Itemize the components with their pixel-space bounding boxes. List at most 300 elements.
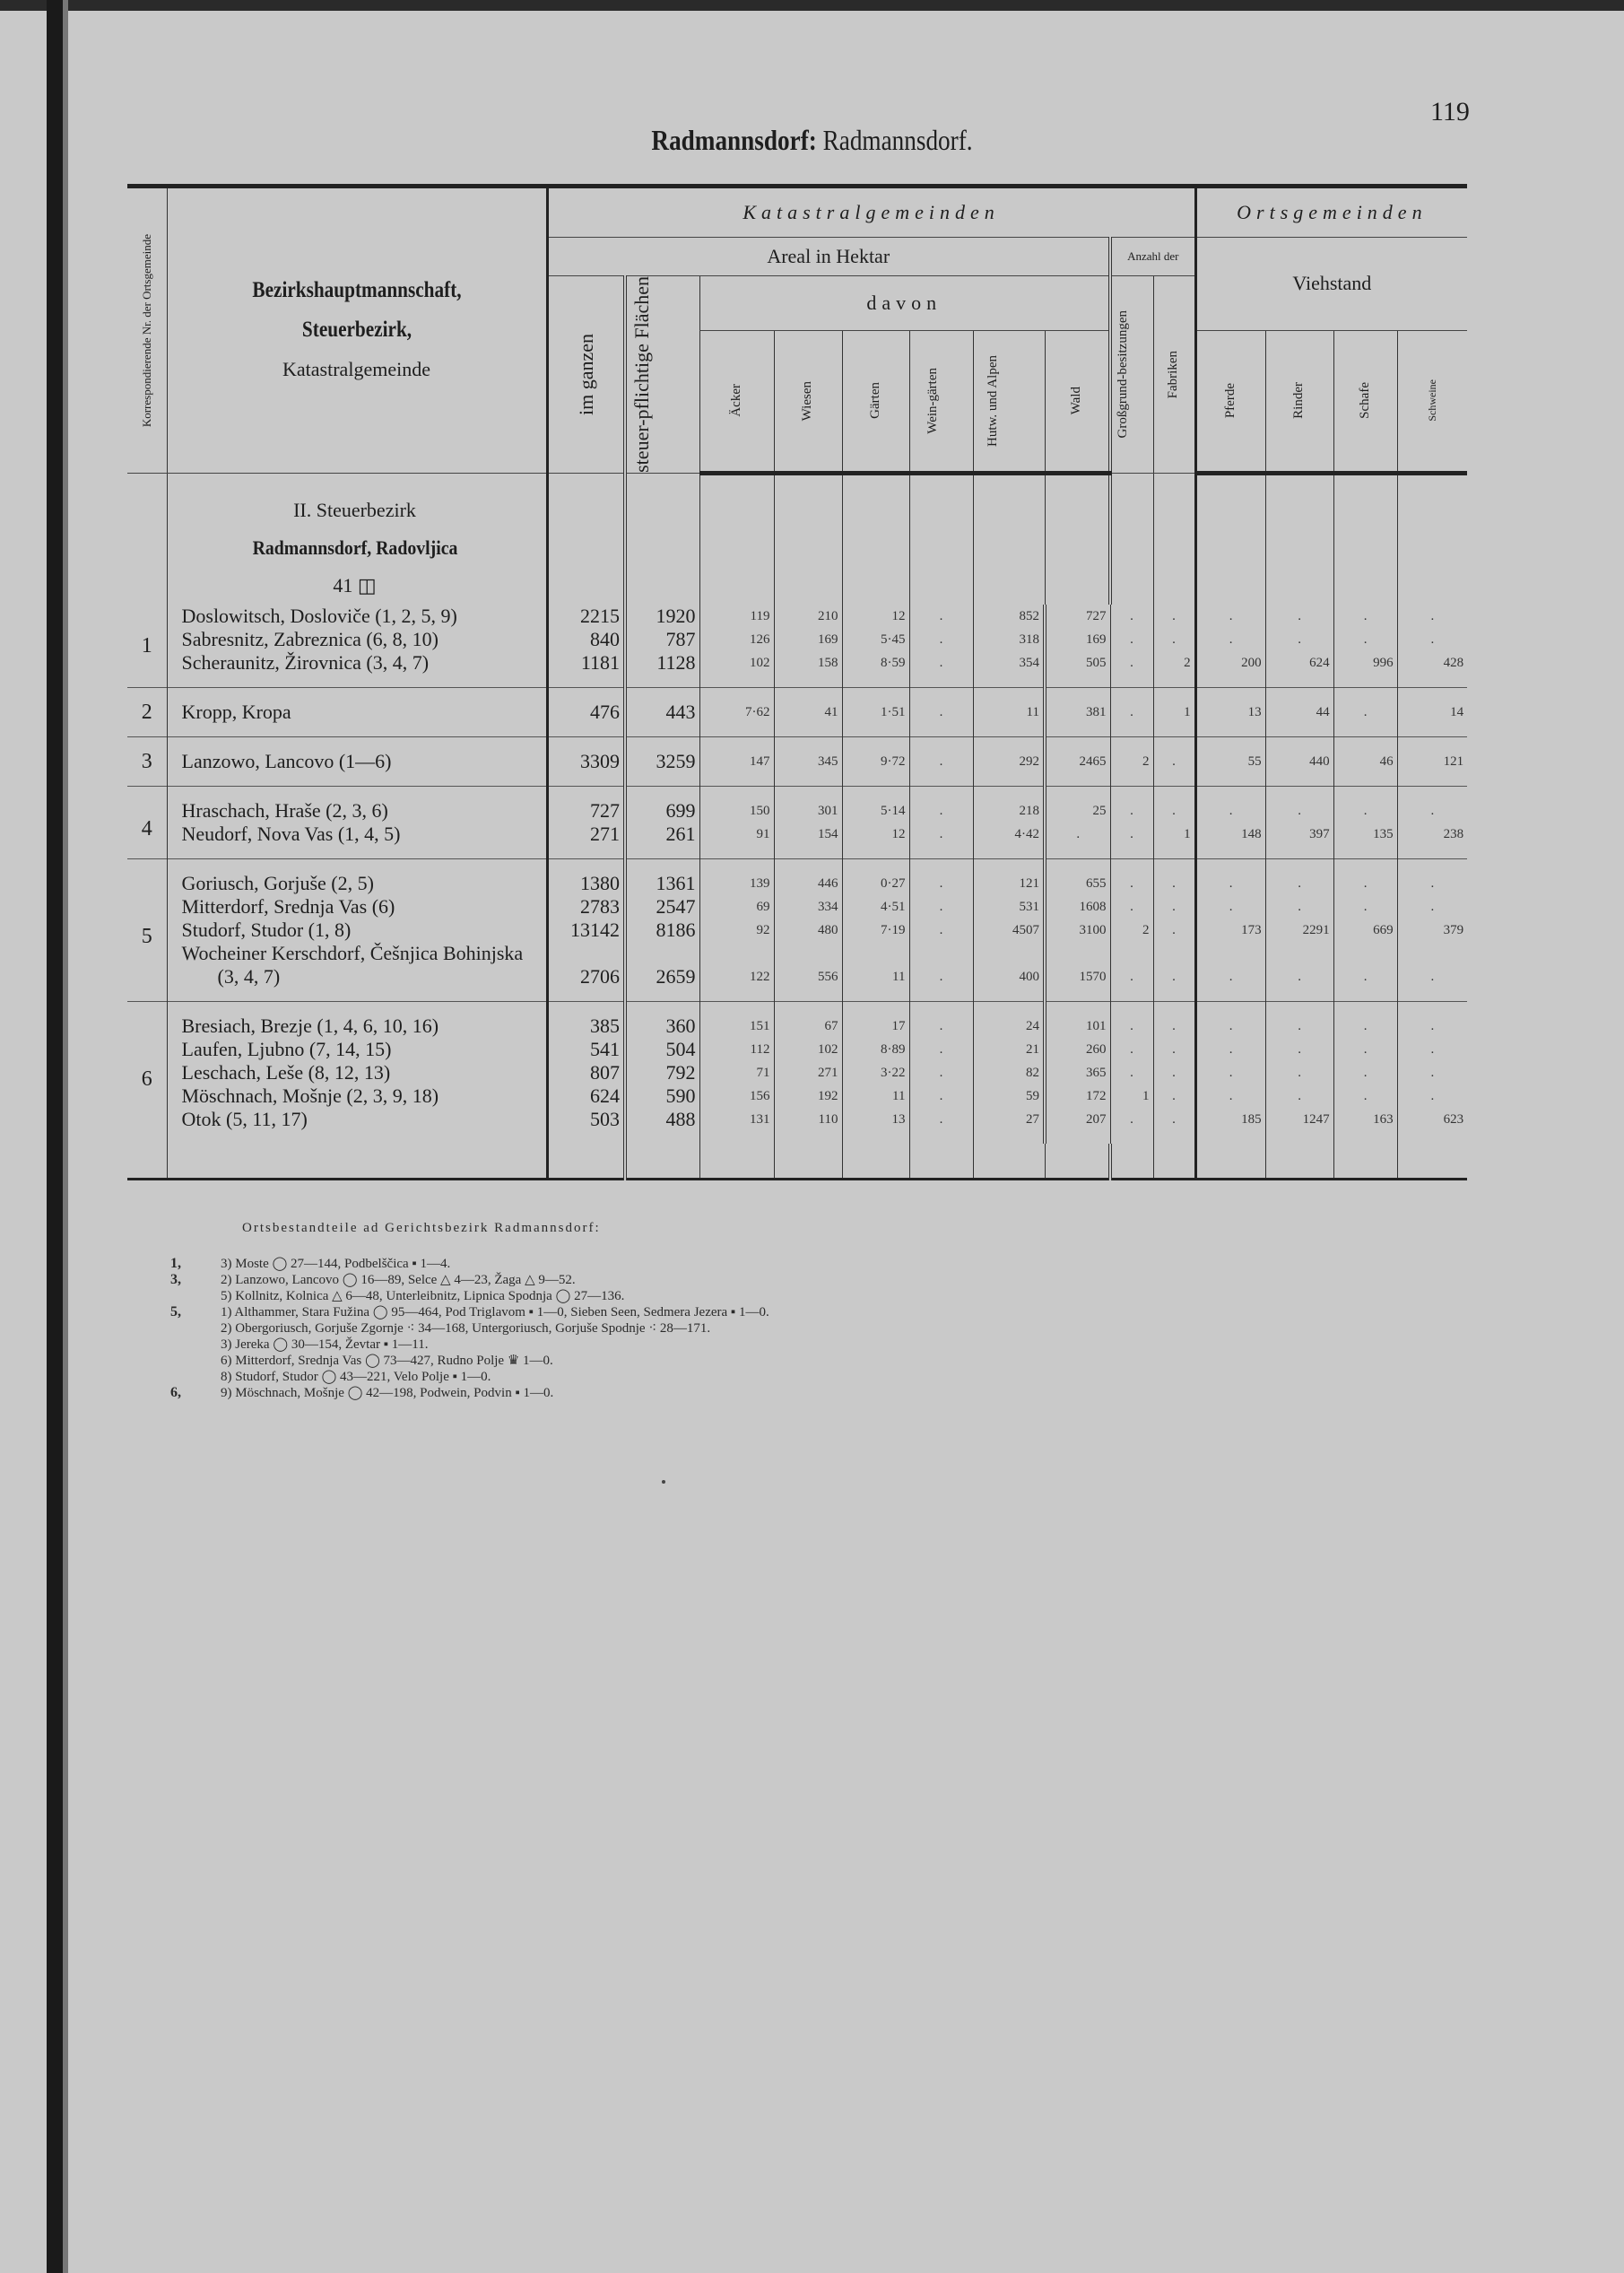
- katastralgemeinde-name: Goriusch, Gorjuše (2, 5): [167, 858, 547, 895]
- cell-weingaerten: .: [909, 605, 973, 628]
- cell-im-ganzen: 2783: [547, 895, 625, 919]
- cell-steuerpflichtig: 2547: [625, 895, 699, 919]
- cell-aecker: 131: [699, 1108, 774, 1144]
- nr-column-label: Korrespondierende Nr. der Ortsgemeinde: [139, 233, 153, 428]
- cell-schafe: .: [1333, 942, 1397, 1002]
- cell-schafe: 46: [1333, 736, 1397, 786]
- katastralgemeinde-name: Lanzowo, Lancovo (1—6): [167, 736, 547, 786]
- cell-im-ganzen: 476: [547, 687, 625, 736]
- footnote-line: [170, 1256, 769, 1272]
- cell-pferde: .: [1195, 1084, 1265, 1108]
- cell-gaerten: 8·89: [842, 1038, 909, 1061]
- header-line3: Katastralgemeinde: [282, 358, 430, 381]
- schweine-header: [1397, 330, 1467, 473]
- wald-label: Wald: [1068, 387, 1083, 415]
- cell-aecker: 91: [699, 823, 774, 859]
- cell-fabriken: .: [1153, 1084, 1195, 1108]
- cell-im-ganzen: 807: [547, 1061, 625, 1084]
- fabriken-label: Fabriken: [1166, 350, 1181, 399]
- scan-top-edge: [0, 0, 1624, 11]
- grossgrund-header: [1110, 276, 1153, 474]
- cell-aecker: 7·62: [699, 687, 774, 736]
- cell-fabriken: .: [1153, 1001, 1195, 1038]
- cell-weingaerten: .: [909, 736, 973, 786]
- cell-im-ganzen: 3309: [547, 736, 625, 786]
- cell-weingaerten: .: [909, 687, 973, 736]
- cell-fabriken: .: [1153, 736, 1195, 786]
- cell-im-ganzen: 1380: [547, 858, 625, 895]
- footnote-line: [170, 1288, 769, 1304]
- cell-wiesen: 154: [774, 823, 842, 859]
- footnote-ortsgemeinde-nr: [170, 1320, 221, 1337]
- cell-gaerten: 11: [842, 942, 909, 1002]
- cell-pferde: .: [1195, 858, 1265, 895]
- cell-wald: 101: [1045, 1001, 1110, 1038]
- cell-aecker: 102: [699, 651, 774, 688]
- cell-weingaerten: .: [909, 786, 973, 823]
- cell-gaerten: 17: [842, 1001, 909, 1038]
- fabriken-header: [1153, 276, 1195, 474]
- page-title-rest: Radmannsdorf.: [816, 124, 973, 156]
- katastralgemeinde-name: Möschnach, Mošnje (2, 3, 9, 18): [167, 1084, 547, 1108]
- footnote-ortsgemeinde-nr: 1,: [170, 1256, 181, 1271]
- cell-wiesen: 556: [774, 942, 842, 1002]
- footnote-ortsgemeinde-nr: 3,: [170, 1272, 181, 1287]
- cell-wiesen: 480: [774, 919, 842, 942]
- scan-binding-edge: [47, 0, 63, 2273]
- cell-fabriken: .: [1153, 895, 1195, 919]
- cell-hutweiden-alpen: 27: [973, 1108, 1045, 1144]
- ortsgemeinde-nr: 4: [127, 786, 167, 858]
- cell-fabriken: .: [1153, 919, 1195, 942]
- cell-wiesen: 446: [774, 858, 842, 895]
- footnotes: [170, 1220, 769, 1401]
- cell-grossgrund: .: [1110, 1108, 1153, 1144]
- footnote-ortsgemeinde-nr: [170, 1353, 221, 1369]
- cell-gaerten: 9·72: [842, 736, 909, 786]
- cell-weingaerten: .: [909, 1061, 973, 1084]
- cell-im-ganzen: 271: [547, 823, 625, 859]
- cell-weingaerten: .: [909, 1108, 973, 1144]
- cell-schafe: .: [1333, 687, 1397, 736]
- cell-pferde: 185: [1195, 1108, 1265, 1144]
- cell-rinder: 2291: [1265, 919, 1333, 942]
- cell-fabriken: .: [1153, 786, 1195, 823]
- cell-wiesen: 345: [774, 736, 842, 786]
- footnote-ortsgemeinde-nr: 5,: [170, 1304, 181, 1319]
- cell-schweine: 379: [1397, 919, 1467, 942]
- cell-rinder: .: [1265, 605, 1333, 628]
- cell-schafe: .: [1333, 605, 1397, 628]
- cell-steuerpflichtig: 792: [625, 1061, 699, 1084]
- cell-aecker: 112: [699, 1038, 774, 1061]
- cell-wiesen: 169: [774, 628, 842, 651]
- cell-im-ganzen: 624: [547, 1084, 625, 1108]
- page-title: [122, 124, 1502, 157]
- footnote-text: 3) Moste ◯ 27—144, Podbelščica ▪ 1—4.: [221, 1257, 451, 1271]
- table-row: [127, 786, 1467, 823]
- cell-hutweiden-alpen: 852: [973, 605, 1045, 628]
- ortsgemeinde-nr: 2: [127, 687, 167, 736]
- gaerten-label: Gärten: [867, 382, 882, 420]
- cell-pferde: .: [1195, 1001, 1265, 1038]
- cell-grossgrund: 2: [1110, 736, 1153, 786]
- cell-hutweiden-alpen: 24: [973, 1001, 1045, 1038]
- table-row: [127, 919, 1467, 942]
- cell-schafe: .: [1333, 786, 1397, 823]
- table-row: [127, 605, 1467, 628]
- cell-schafe: .: [1333, 1084, 1397, 1108]
- table-row: [127, 942, 1467, 1002]
- cell-wald: 2465: [1045, 736, 1110, 786]
- footnote-text: 1) Althammer, Stara Fužina ◯ 95—464, Pod Triglavom ▪ 1—0, Sieben Seen, Sedmera Jezera ▪ 1—0.: [221, 1305, 769, 1319]
- cell-weingaerten: .: [909, 1084, 973, 1108]
- schafe-header: [1333, 330, 1397, 473]
- cell-wiesen: 41: [774, 687, 842, 736]
- hutw-label: Hutw. und Alpen: [986, 354, 1000, 447]
- cell-gaerten: 7·19: [842, 919, 909, 942]
- footnote-text: 2) Lanzowo, Lancovo ◯ 16—89, Selce △ 4—23, Žaga △ 9—52.: [221, 1273, 576, 1287]
- cell-hutweiden-alpen: 82: [973, 1061, 1045, 1084]
- cell-im-ganzen: 840: [547, 628, 625, 651]
- cell-pferde: .: [1195, 942, 1265, 1002]
- cell-hutweiden-alpen: 354: [973, 651, 1045, 688]
- katastralgemeinde-name: Mitterdorf, Srednja Vas (6): [167, 895, 547, 919]
- footnote-text: 9) Möschnach, Mošnje ◯ 42—198, Podwein, Podvin ▪ 1—0.: [221, 1386, 554, 1400]
- cell-grossgrund: .: [1110, 858, 1153, 895]
- cell-rinder: 440: [1265, 736, 1333, 786]
- cell-wald: .: [1045, 823, 1110, 859]
- rinder-label: Rinder: [1291, 382, 1307, 420]
- cell-im-ganzen: 2706: [547, 942, 625, 1002]
- table-row: [127, 628, 1467, 651]
- cell-gaerten: 11: [842, 1084, 909, 1108]
- cell-schweine: .: [1397, 858, 1467, 895]
- cell-hutweiden-alpen: 218: [973, 786, 1045, 823]
- cell-pferde: 55: [1195, 736, 1265, 786]
- katastralgemeinde-name: Neudorf, Nova Vas (1, 4, 5): [167, 823, 547, 859]
- viehstand-header: Viehstand: [1195, 238, 1467, 331]
- table-row: [127, 823, 1467, 859]
- cell-wald: 260: [1045, 1038, 1110, 1061]
- cell-weingaerten: .: [909, 919, 973, 942]
- cell-im-ganzen: 1181: [547, 651, 625, 688]
- footnote-text: 3) Jereka ◯ 30—154, Ževtar ▪ 1—11.: [221, 1337, 429, 1352]
- cell-wiesen: 192: [774, 1084, 842, 1108]
- cell-pferde: .: [1195, 895, 1265, 919]
- cell-wald: 172: [1045, 1084, 1110, 1108]
- cell-hutweiden-alpen: 11: [973, 687, 1045, 736]
- cell-steuerpflichtig: 590: [625, 1084, 699, 1108]
- katastralgemeinde-name: Doslowitsch, Dosloviče (1, 2, 5, 9): [167, 605, 547, 628]
- cell-schafe: 669: [1333, 919, 1397, 942]
- ortsgemeinde-nr: 5: [127, 858, 167, 1001]
- pferde-label: Pferde: [1222, 383, 1238, 419]
- cell-fabriken: .: [1153, 858, 1195, 895]
- cell-schweine: .: [1397, 1084, 1467, 1108]
- cell-grossgrund: .: [1110, 605, 1153, 628]
- cell-aecker: 92: [699, 919, 774, 942]
- cell-wiesen: 210: [774, 605, 842, 628]
- cell-aecker: 151: [699, 1001, 774, 1038]
- cell-rinder: .: [1265, 1038, 1333, 1061]
- cell-weingaerten: .: [909, 895, 973, 919]
- header-line2: Steuerbezirk,: [301, 318, 412, 343]
- table-body: [127, 473, 1467, 1180]
- cell-wiesen: 334: [774, 895, 842, 919]
- scan-speck: [662, 1480, 665, 1484]
- cell-rinder: .: [1265, 1084, 1333, 1108]
- footnote-ortsgemeinde-nr: [170, 1288, 221, 1304]
- cell-wald: 505: [1045, 651, 1110, 688]
- weingaerten-header: [909, 330, 973, 473]
- cell-fabriken: .: [1153, 1038, 1195, 1061]
- cell-wiesen: 67: [774, 1001, 842, 1038]
- cell-schafe: .: [1333, 858, 1397, 895]
- page-number: 119: [1430, 97, 1470, 126]
- katastralgemeinde-name: Studorf, Studor (1, 8): [167, 919, 547, 942]
- cell-steuerpflichtig: 261: [625, 823, 699, 859]
- anzahl-header: Anzahl der: [1110, 238, 1195, 276]
- cell-schweine: .: [1397, 1061, 1467, 1084]
- cell-wiesen: 301: [774, 786, 842, 823]
- cell-pferde: .: [1195, 786, 1265, 823]
- cell-fabriken: .: [1153, 1108, 1195, 1144]
- cell-hutweiden-alpen: 121: [973, 858, 1045, 895]
- cell-rinder: .: [1265, 942, 1333, 1002]
- table-row: [127, 895, 1467, 919]
- cell-gaerten: 5·45: [842, 628, 909, 651]
- cell-gaerten: 4·51: [842, 895, 909, 919]
- footnote-text: 5) Kollnitz, Kolnica △ 6—48, Unterleibnitz, Lipnica Spodnja ◯ 27—136.: [221, 1289, 625, 1303]
- table-row: [127, 687, 1467, 736]
- cell-schweine: .: [1397, 786, 1467, 823]
- cell-wald: 3100: [1045, 919, 1110, 942]
- cell-schafe: 163: [1333, 1108, 1397, 1144]
- cell-im-ganzen: 385: [547, 1001, 625, 1038]
- cell-wiesen: 102: [774, 1038, 842, 1061]
- cell-schafe: .: [1333, 1001, 1397, 1038]
- cell-weingaerten: .: [909, 1038, 973, 1061]
- cell-aecker: 150: [699, 786, 774, 823]
- cell-grossgrund: .: [1110, 1061, 1153, 1084]
- grossgrund-label: Großgrund-besitzungen: [1115, 310, 1130, 439]
- aecker-header: [699, 330, 774, 473]
- cell-rinder: .: [1265, 1061, 1333, 1084]
- cell-steuerpflichtig: 488: [625, 1108, 699, 1144]
- cell-wald: 169: [1045, 628, 1110, 651]
- cell-grossgrund: .: [1110, 823, 1153, 859]
- katastralgemeinde-name: Otok (5, 11, 17): [167, 1108, 547, 1144]
- header-line1: Bezirkshauptmannschaft,: [251, 278, 462, 303]
- cell-im-ganzen: 13142: [547, 919, 625, 942]
- katastral-header: Katastralgemeinden: [547, 187, 1195, 238]
- section-line2: Radmannsdorf, Radovljica: [252, 536, 457, 559]
- cell-weingaerten: .: [909, 823, 973, 859]
- cell-steuerpflichtig: 1128: [625, 651, 699, 688]
- cell-schafe: 135: [1333, 823, 1397, 859]
- cell-aecker: 71: [699, 1061, 774, 1084]
- wiesen-label: Wiesen: [800, 380, 815, 421]
- table-row: [127, 1061, 1467, 1084]
- footnote-line: [170, 1385, 769, 1401]
- cell-pferde: 148: [1195, 823, 1265, 859]
- footnote-line: [170, 1320, 769, 1337]
- cell-grossgrund: .: [1110, 687, 1153, 736]
- cell-schweine: .: [1397, 605, 1467, 628]
- cell-aecker: 139: [699, 858, 774, 895]
- section-line1: II. Steuerbezirk: [293, 498, 416, 521]
- cell-steuerpflichtig: 1361: [625, 858, 699, 895]
- cell-schweine: .: [1397, 628, 1467, 651]
- katastralgemeinde-name: Wocheiner Kerschdorf, Češnjica Bohinjska (3, 4, 7): [167, 942, 547, 1002]
- ortsgemeinde-nr: 3: [127, 736, 167, 786]
- cell-weingaerten: .: [909, 942, 973, 1002]
- statistics-table: [127, 184, 1467, 1180]
- cell-wald: 365: [1045, 1061, 1110, 1084]
- footnote-line: [170, 1304, 769, 1320]
- cell-gaerten: 13: [842, 1108, 909, 1144]
- cell-grossgrund: .: [1110, 895, 1153, 919]
- cell-schafe: .: [1333, 628, 1397, 651]
- cell-steuerpflichtig: 699: [625, 786, 699, 823]
- cell-grossgrund: .: [1110, 651, 1153, 688]
- cell-rinder: .: [1265, 786, 1333, 823]
- cell-weingaerten: .: [909, 651, 973, 688]
- cell-rinder: .: [1265, 1001, 1333, 1038]
- footnotes-heading: Ortsbestandteile ad Gerichtsbezirk Radmannsdorf:: [242, 1221, 601, 1235]
- katastralgemeinde-name: Scheraunitz, Žirovnica (3, 4, 7): [167, 651, 547, 688]
- steuer-label: steuer-pflichtige Flächen: [630, 276, 654, 473]
- cell-fabriken: .: [1153, 628, 1195, 651]
- cell-grossgrund: .: [1110, 1001, 1153, 1038]
- cell-schweine: 14: [1397, 687, 1467, 736]
- cell-pferde: 13: [1195, 687, 1265, 736]
- hutw-header: [973, 330, 1045, 473]
- cell-steuerpflichtig: 787: [625, 628, 699, 651]
- table-row: [127, 858, 1467, 895]
- cell-fabriken: .: [1153, 942, 1195, 1002]
- footnote-line: [170, 1369, 769, 1385]
- section-heading: [167, 473, 547, 605]
- cell-fabriken: 1: [1153, 687, 1195, 736]
- cell-rinder: .: [1265, 895, 1333, 919]
- schafe-label: Schafe: [1357, 382, 1372, 420]
- cell-weingaerten: .: [909, 628, 973, 651]
- cell-schweine: 428: [1397, 651, 1467, 688]
- cell-im-ganzen: 541: [547, 1038, 625, 1061]
- cell-hutweiden-alpen: 400: [973, 942, 1045, 1002]
- cell-rinder: 397: [1265, 823, 1333, 859]
- cell-aecker: 69: [699, 895, 774, 919]
- steuer-header: [625, 276, 699, 474]
- page-title-bold: Radmannsdorf:: [651, 124, 817, 156]
- cell-hutweiden-alpen: 59: [973, 1084, 1045, 1108]
- katastralgemeinde-name: Kropp, Kropa: [167, 687, 547, 736]
- cell-aecker: 147: [699, 736, 774, 786]
- cell-fabriken: .: [1153, 605, 1195, 628]
- katastralgemeinde-name: Bresiach, Brezje (1, 4, 6, 10, 16): [167, 1001, 547, 1038]
- cell-pferde: .: [1195, 1061, 1265, 1084]
- katastralgemeinde-name: Leschach, Leše (8, 12, 13): [167, 1061, 547, 1084]
- cell-wiesen: 110: [774, 1108, 842, 1144]
- davon-header: davon: [699, 276, 1110, 331]
- cell-hutweiden-alpen: 292: [973, 736, 1045, 786]
- cell-steuerpflichtig: 3259: [625, 736, 699, 786]
- name-column-header: [167, 187, 547, 474]
- im-ganzen-header: [547, 276, 625, 474]
- table-row: [127, 1001, 1467, 1038]
- cell-steuerpflichtig: 504: [625, 1038, 699, 1061]
- footnote-text: 8) Studorf, Studor ◯ 43—221, Velo Polje ▪ 1—0.: [221, 1370, 491, 1384]
- cell-gaerten: 0·27: [842, 858, 909, 895]
- cell-wald: 1608: [1045, 895, 1110, 919]
- cell-im-ganzen: 2215: [547, 605, 625, 628]
- cell-weingaerten: .: [909, 858, 973, 895]
- cell-gaerten: 5·14: [842, 786, 909, 823]
- ortsgemeinden-header: Ortsgemeinden: [1195, 187, 1467, 238]
- footnote-line: [170, 1272, 769, 1288]
- cell-schweine: .: [1397, 1001, 1467, 1038]
- gaerten-header: [842, 330, 909, 473]
- table-row: [127, 651, 1467, 688]
- schweine-label: Schweine: [1426, 379, 1439, 422]
- im-ganzen-label: im ganzen: [574, 333, 597, 415]
- cell-steuerpflichtig: 2659: [625, 942, 699, 1002]
- cell-hutweiden-alpen: 4507: [973, 919, 1045, 942]
- rinder-header: [1265, 330, 1333, 473]
- weingaerten-label: Wein-gärten: [925, 367, 940, 434]
- katastralgemeinde-name: Hraschach, Hraše (2, 3, 6): [167, 786, 547, 823]
- cell-hutweiden-alpen: 21: [973, 1038, 1045, 1061]
- cell-fabriken: 1: [1153, 823, 1195, 859]
- cell-aecker: 126: [699, 628, 774, 651]
- cell-aecker: 156: [699, 1084, 774, 1108]
- cell-pferde: .: [1195, 628, 1265, 651]
- cell-rinder: .: [1265, 628, 1333, 651]
- cell-wald: 655: [1045, 858, 1110, 895]
- cell-wald: 207: [1045, 1108, 1110, 1144]
- cell-grossgrund: .: [1110, 942, 1153, 1002]
- cell-gaerten: 12: [842, 823, 909, 859]
- section-row: [127, 473, 1467, 605]
- section-line3: 41 ◫: [333, 573, 377, 597]
- cell-schafe: .: [1333, 895, 1397, 919]
- cell-schweine: 238: [1397, 823, 1467, 859]
- table-row: [127, 736, 1467, 786]
- cell-gaerten: 3·22: [842, 1061, 909, 1084]
- cell-schweine: .: [1397, 895, 1467, 919]
- cell-weingaerten: .: [909, 1001, 973, 1038]
- cell-steuerpflichtig: 8186: [625, 919, 699, 942]
- nr-column-header: [127, 187, 167, 474]
- cell-gaerten: 8·59: [842, 651, 909, 688]
- aecker-label: Äcker: [728, 384, 743, 418]
- cell-schweine: 121: [1397, 736, 1467, 786]
- cell-schafe: 996: [1333, 651, 1397, 688]
- ortsgemeinde-nr: 1: [141, 633, 152, 658]
- scan-binding-shadow: [63, 0, 68, 2273]
- cell-wald: 1570: [1045, 942, 1110, 1002]
- cell-pferde: .: [1195, 1038, 1265, 1061]
- footnote-line: [170, 1353, 769, 1369]
- areal-header: Areal in Hektar: [547, 238, 1110, 276]
- cell-steuerpflichtig: 360: [625, 1001, 699, 1038]
- cell-hutweiden-alpen: 4·42: [973, 823, 1045, 859]
- cell-grossgrund: .: [1110, 786, 1153, 823]
- cell-schafe: .: [1333, 1038, 1397, 1061]
- ortsgemeinde-nr: 6: [127, 1001, 167, 1144]
